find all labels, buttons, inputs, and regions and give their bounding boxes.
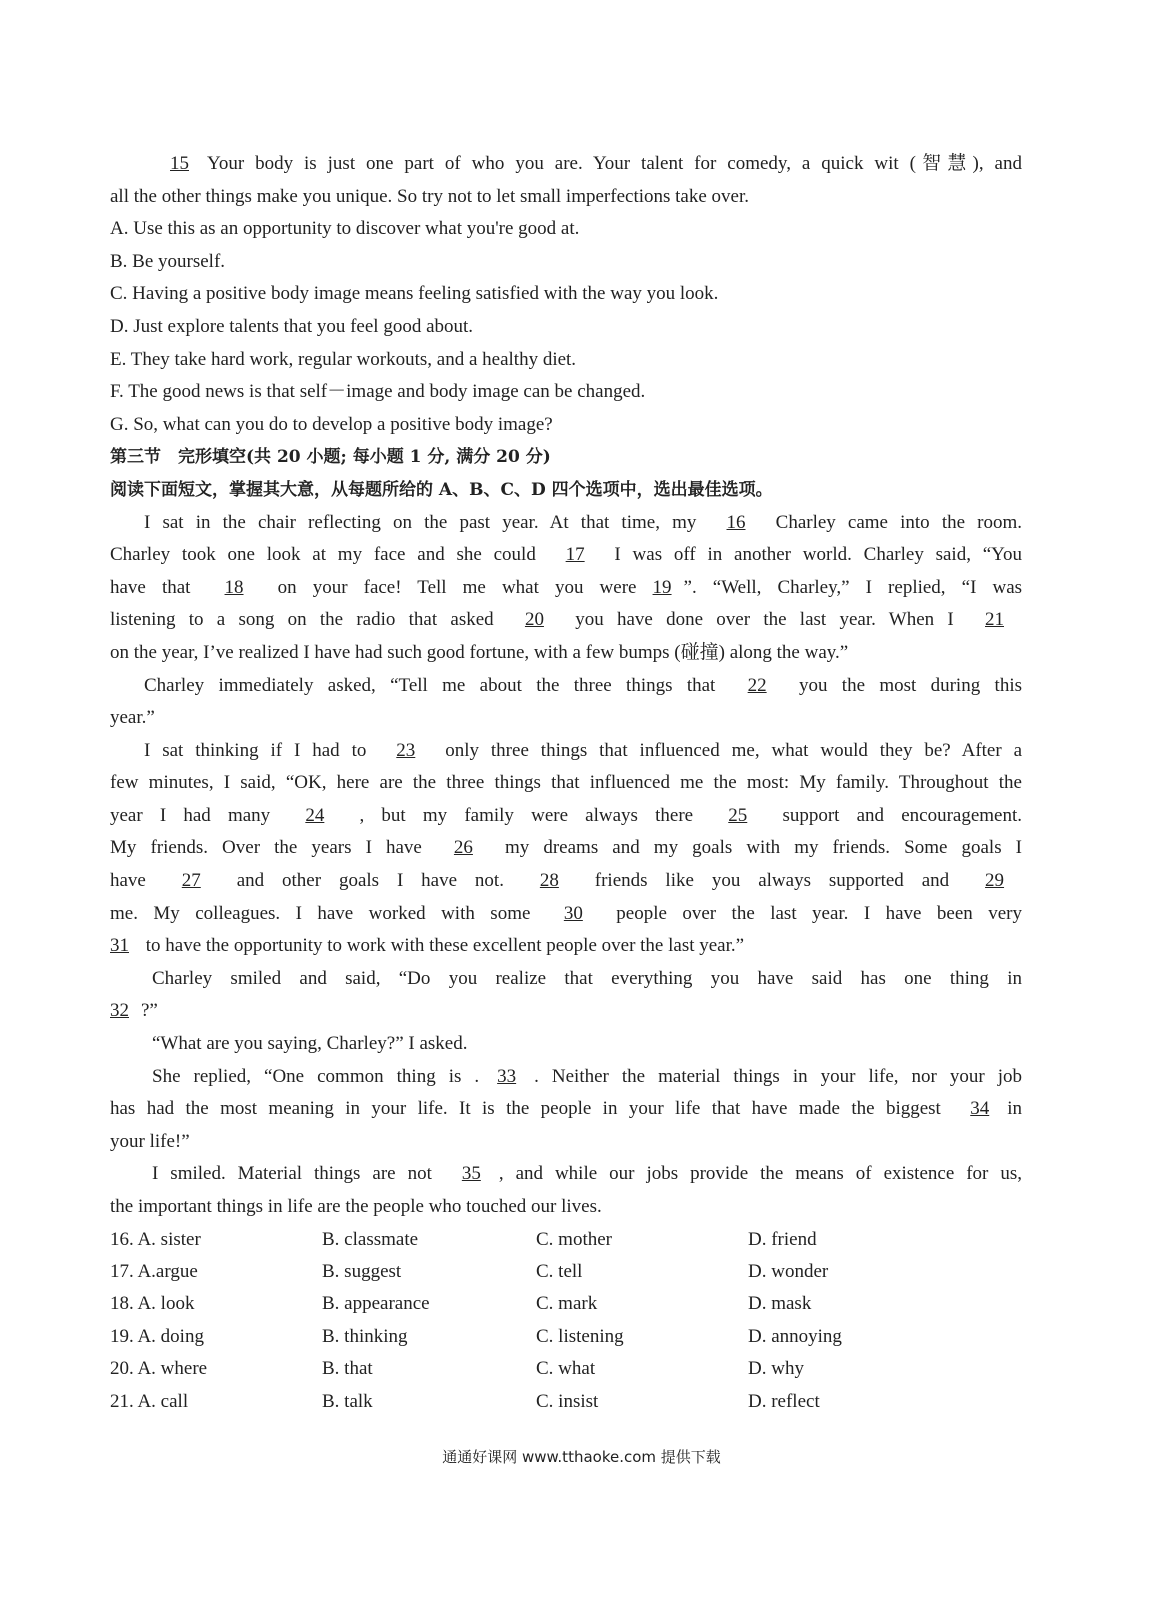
q15-text-1: Your body is just one part of who you are. Your talent for comedy, a quick wit (智慧), and bbox=[207, 153, 1022, 174]
option-a: 18. A. look bbox=[110, 1293, 195, 1315]
answer-blank-35: 35 bbox=[461, 1163, 481, 1185]
option-d: D. reflect bbox=[748, 1390, 820, 1412]
text-run: Charley took one look at my face and she could bbox=[110, 544, 536, 566]
text-run: in bbox=[1007, 1098, 1023, 1120]
text-run: friends like you always supported and bbox=[594, 870, 950, 892]
text-run: . Neither the material things in your life, nor your job bbox=[534, 1065, 1023, 1087]
passage-line bbox=[110, 865, 1022, 898]
question-21-options bbox=[110, 1386, 1022, 1418]
passage-line bbox=[110, 572, 1022, 605]
answer-blank-28: 28 bbox=[539, 870, 559, 892]
option-a: 21. A. call bbox=[110, 1390, 189, 1412]
page-footer: 通通好课网 www.tthaoke.com 提供下载 bbox=[442, 1448, 721, 1466]
option-d: D. mask bbox=[748, 1293, 812, 1315]
passage-line bbox=[110, 1158, 1022, 1191]
option-b: B. suggest bbox=[322, 1261, 402, 1282]
answer-blank-20: 20 bbox=[524, 609, 544, 631]
text-run: She replied, “One common thing is . bbox=[152, 1065, 480, 1087]
text-run: on your face! Tell me what you were bbox=[277, 576, 637, 598]
answer-blank-18: 18 bbox=[224, 576, 244, 598]
answer-blank-22: 22 bbox=[747, 674, 767, 696]
option-a: 20. A. where bbox=[110, 1358, 208, 1380]
text-run: listening to a song on the radio that asked bbox=[110, 609, 494, 631]
answer-blank-19: 19 bbox=[652, 576, 672, 598]
option-c: C. Having a positive body image means feeling satisfied with the way you look. bbox=[110, 283, 719, 305]
text-run: you have done over the last year. When I bbox=[575, 609, 954, 631]
option-b: B. appearance bbox=[322, 1293, 430, 1315]
text-run: ?” bbox=[141, 1000, 158, 1022]
option-c: C. insist bbox=[536, 1390, 599, 1412]
question-18-options bbox=[110, 1288, 1022, 1320]
section-instruction: 阅读下面短文，掌握其大意，从每题所给的 A、B、C、D 四个选项中，选出最佳选项。 bbox=[110, 479, 773, 500]
text-run: people over the last year. I have been very bbox=[616, 902, 1022, 924]
passage-line: Charley smiled and said, “Do you realize that everything you have said has one thing in bbox=[152, 967, 1022, 989]
answer-blank-21: 21 bbox=[985, 609, 1004, 631]
option-b: B. Be yourself. bbox=[110, 250, 226, 272]
option-b: B. classmate bbox=[322, 1228, 419, 1250]
passage-line bbox=[110, 539, 1022, 572]
text-run: , and while our jobs provide the means of existence for us, bbox=[498, 1163, 1022, 1185]
text-run: have bbox=[110, 870, 146, 892]
text-run: I sat thinking if I had to bbox=[144, 739, 367, 761]
exam-page bbox=[110, 148, 1022, 1418]
question-17-options bbox=[110, 1256, 1022, 1288]
option-e: E. They take hard work, regular workouts, and a healthy diet. bbox=[110, 348, 577, 370]
answer-blank-29: 29 bbox=[985, 870, 1005, 892]
text-run: Charley came into the room. bbox=[775, 511, 1023, 533]
option-b: B. talk bbox=[322, 1390, 373, 1412]
passage-line bbox=[110, 735, 1022, 768]
option-d: D. Just explore talents that you feel good about. bbox=[110, 315, 474, 337]
text-run: my dreams and my goals with my friends. Some goals I bbox=[505, 837, 1022, 859]
option-a: 19. A. doing bbox=[110, 1325, 204, 1347]
question-19-options bbox=[110, 1321, 1022, 1353]
answer-blank-33: 33 bbox=[497, 1065, 517, 1087]
text-run: ”. “Well, Charley,” I replied, “I was bbox=[683, 576, 1023, 598]
option-g: G. So, what can you do to develop a positive body image? bbox=[110, 413, 553, 435]
passage-line: few minutes, I said, “OK, here are the three things that influenced me the most: My family. Throughout the bbox=[110, 772, 1022, 794]
section-heading: 第三节 完形填空(共 20 小题; 每小题 1 分, 满分 20 分) bbox=[110, 447, 551, 468]
text-run: year I had many bbox=[110, 804, 271, 826]
option-b: B. thinking bbox=[322, 1325, 408, 1347]
question-16-options bbox=[110, 1224, 1022, 1256]
answer-blank-24: 24 bbox=[305, 804, 325, 826]
passage-line bbox=[110, 507, 1022, 540]
text-run: me. My colleagues. I have worked with some bbox=[110, 902, 531, 924]
passage-line: on the year, I’ve realized I have had such good fortune, with a few bumps (碰撞) along the way.” bbox=[110, 641, 849, 663]
answer-blank-25: 25 bbox=[728, 804, 748, 826]
answer-blank-30: 30 bbox=[563, 902, 583, 924]
answer-blank-23: 23 bbox=[396, 739, 416, 761]
q15-line-1 bbox=[110, 148, 1022, 181]
text-run: you the most during this bbox=[798, 674, 1022, 696]
text-run: Charley immediately asked, “Tell me about the three things that bbox=[144, 674, 716, 696]
option-c: C. listening bbox=[536, 1325, 624, 1347]
option-a: 16. A. sister bbox=[110, 1228, 201, 1250]
option-c: C. what bbox=[536, 1358, 596, 1380]
option-c: C. mark bbox=[536, 1293, 598, 1315]
text-run: I sat in the chair reflecting on the past year. At that time, my bbox=[144, 511, 697, 533]
text-run: and other goals I have not. bbox=[236, 870, 504, 892]
answer-blank-27: 27 bbox=[181, 870, 201, 892]
answer-blank-32: 32 bbox=[110, 1000, 129, 1022]
passage-line bbox=[110, 604, 1022, 637]
option-d: D. annoying bbox=[748, 1325, 842, 1347]
option-d: D. why bbox=[748, 1358, 804, 1380]
answer-blank-15: 15 bbox=[170, 153, 189, 174]
option-c: C. tell bbox=[536, 1261, 583, 1282]
passage-line: year.” bbox=[110, 707, 155, 729]
q15-line-2: all the other things make you unique. So try not to let small imperfections take over. bbox=[110, 185, 750, 207]
text-run: I was off in another world. Charley said, “You bbox=[614, 544, 1022, 566]
question-20-options bbox=[110, 1353, 1022, 1385]
passage-line: the important things in life are the people who touched our lives. bbox=[110, 1196, 602, 1217]
option-f: F. The good news is that self－image and body image can be changed. bbox=[110, 381, 646, 403]
option-d: D. wonder bbox=[748, 1261, 829, 1282]
option-c: C. mother bbox=[536, 1228, 612, 1250]
passage-line bbox=[110, 1061, 1022, 1094]
option-b: B. that bbox=[322, 1358, 373, 1380]
answer-blank-34: 34 bbox=[970, 1098, 990, 1120]
answer-blank-17: 17 bbox=[565, 544, 585, 566]
passage-line bbox=[110, 1093, 1022, 1126]
option-d: D. friend bbox=[748, 1228, 817, 1250]
passage-line bbox=[110, 930, 1022, 963]
text-run: only three things that influenced me, what would they be? After a bbox=[445, 739, 1023, 761]
text-run: I smiled. Material things are not bbox=[152, 1163, 432, 1185]
passage-line bbox=[110, 670, 1022, 703]
passage-line: “What are you saying, Charley?” I asked. bbox=[152, 1033, 468, 1055]
text-run: has had the most meaning in your life. It is the people in your life that have made the biggest bbox=[110, 1098, 941, 1120]
text-run: , but my family were always there bbox=[359, 804, 694, 826]
text-run: My friends. Over the years I have bbox=[110, 837, 422, 859]
answer-blank-26: 26 bbox=[453, 837, 473, 859]
passage-line bbox=[110, 800, 1022, 833]
option-a: A. Use this as an opportunity to discover what you're good at. bbox=[110, 218, 580, 240]
passage-line bbox=[110, 832, 1022, 865]
passage-line bbox=[110, 898, 1022, 931]
answer-blank-16: 16 bbox=[726, 511, 746, 533]
option-a: 17. A.argue bbox=[110, 1261, 198, 1282]
text-run: have that bbox=[110, 576, 191, 598]
text-run: to have the opportunity to work with these excellent people over the last year.” bbox=[145, 935, 745, 957]
passage-line bbox=[110, 995, 1022, 1028]
answer-blank-31: 31 bbox=[110, 935, 129, 957]
text-run: support and encouragement. bbox=[782, 804, 1023, 826]
passage-line: your life!” bbox=[110, 1130, 190, 1152]
